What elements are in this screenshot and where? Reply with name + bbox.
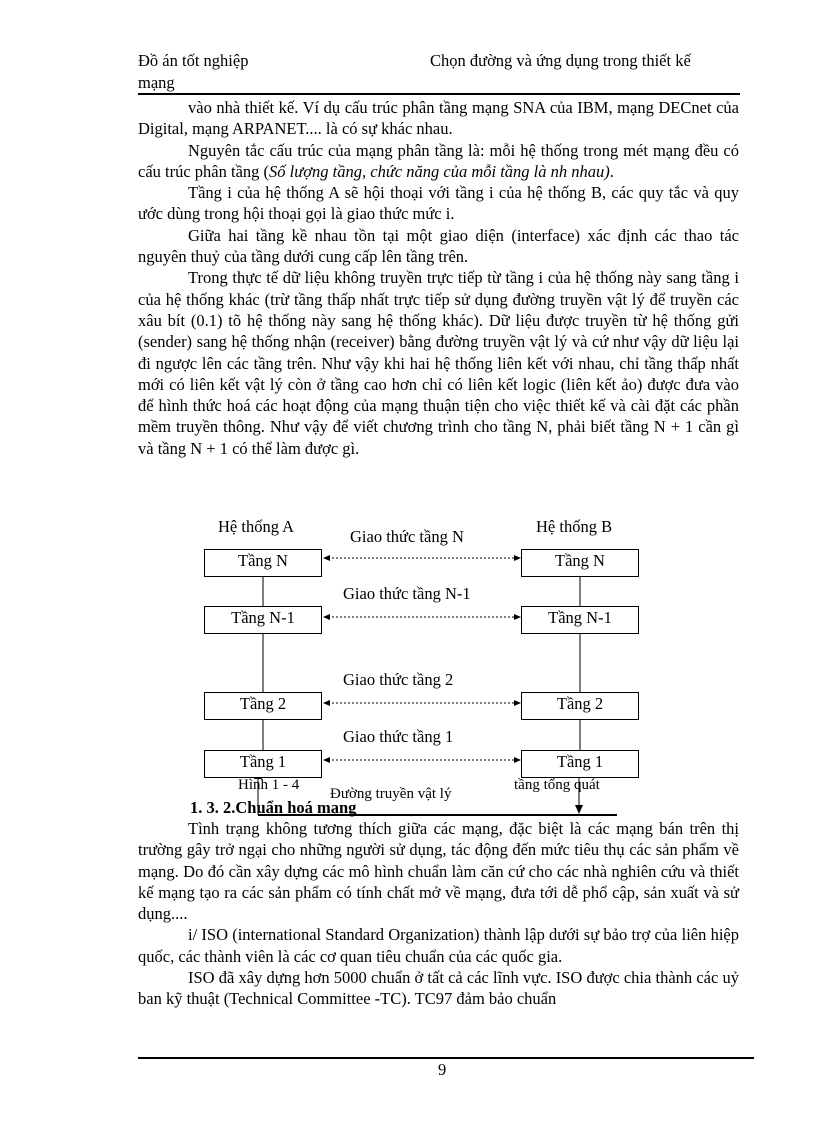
layer-box-b-1: Tầng 1: [521, 750, 639, 778]
footer-rule: [138, 1057, 754, 1059]
figure-caption-text: tầng tổng quát: [514, 777, 600, 793]
arrow-head: [323, 700, 330, 706]
layer-box-a-n: Tầng N: [204, 549, 322, 577]
body-section-2: [138, 818, 739, 1010]
protocol-label: Giao thức tầng 2: [343, 670, 454, 689]
paragraph: Giữa hai tầng kề nhau tồn tại một giao diện (interface) xác định các thao tác nguyên thuỷ của tầng dưới cung cấp lên tầng trên.: [138, 225, 739, 267]
header-left-title: Đồ án tốt nghiệp: [138, 51, 249, 70]
protocol-label: Giao thức tầng 1: [343, 727, 454, 746]
protocol-label: Giao thức tầng N: [350, 527, 464, 546]
layer-box-a-2: Tầng 2: [204, 692, 322, 720]
paragraph: vào nhà thiết kế. Ví dụ cấu trúc phân tầng mạng SNA của IBM, mạng DECnet của Digital, mạng ARPANET.... là có sự khác nhau.: [138, 98, 739, 139]
paragraph: Trong thực tế dữ liệu không truyền trực tiếp từ tầng i của hệ thống này sang tầng i của hệ thống khác (trừ tầng thấp nhất trực tiếp sử dụng đường truyền vật lý để truyền các xâu bít (0.1) tõ hệ thống này sang hệ thống khác). Dữ liệu được truyền từ hệ thống gửi (sender) sang hệ thống nhận (receiver) bằng đường truyền vật lý và cứ như vậy dữ liệu lại đi ngược lên các tầng trên. Như vậy khi hai hệ thống liên kết với nhau, chỉ tầng thấp nhất mới có liên kết vật lý còn ở tầng cao hơn chỉ có liên kết logic (liên kết ảo) được đưa vào để hình thức hoá các hoạt động của mạng thuận tiện cho việc thiết kế và cài đặt các phần mềm truyền thông. Như vậy để viết chương trình cho tầng N, phải biết tầng N + 1 cần gì và tầng N + 1 có thể làm được gì.: [138, 268, 739, 458]
paragraph: Tình trạng không tương thích giữa các mạng, đặc biệt là các mạng bán trên thị trường gây trở ngại cho những người sử dụng, tác động đến mức tiêu thụ các sản phẩm về mạng. Do đó cần xây dựng các mô hình chuẩn làm căn cứ cho các nhà nghiên cứu và thiết kế mạng tạo ra các sản phẩm có tính chất mở về mạng, đưa tới dễ phổ cập, sản xuất và sử dụng....: [138, 819, 739, 924]
arrow-head: [514, 614, 521, 620]
page-number: 9: [438, 1060, 447, 1079]
section-heading: 1. 3. 2.Chuẩn hoá mạng: [190, 798, 357, 817]
layer-box-b-n: Tầng N: [521, 549, 639, 577]
layer-box-b-2: Tầng 2: [521, 692, 639, 720]
arrow-head: [323, 614, 330, 620]
arrow-head: [323, 757, 330, 763]
figure-caption-number: Hình 1 - 4: [238, 777, 300, 793]
arrow-head: [323, 555, 330, 561]
header-right-title: Chọn đường và ứng dụng trong thiết kế: [430, 51, 691, 70]
layer-box-b-n-1: Tầng N-1: [521, 606, 639, 634]
paragraph: Tầng i của hệ thống A sẽ hội thoại với tầng i của hệ thống B, các quy tắc và quy ước dùng trong hội thoại gọi là giao thức mức i.: [138, 183, 739, 224]
protocol-label: Giao thức tầng N-1: [343, 584, 471, 603]
arrow-head: [514, 700, 521, 706]
paragraph: Nguyên tắc cấu trúc của mạng phân tầng là: mỗi hệ thống trong mét mạng đều có cấu trúc phân tầng (Số lượng tầng, chức năng của mỗi tầng là nh nhau).: [138, 140, 739, 181]
layer-box-a-n-1: Tầng N-1: [204, 606, 322, 634]
system-b-label: Hệ thống B: [536, 517, 613, 536]
system-a-label: Hệ thống A: [218, 517, 295, 536]
arrow-head: [514, 555, 521, 561]
physical-line-label: Đường truyền vật lý: [330, 786, 452, 802]
arrow-head: [575, 805, 583, 814]
paragraph: ISO đã xây dựng hơn 5000 chuẩn ở tất cả các lĩnh vực. ISO được chia thành các uỷ ban kỹ thuật (Technical Committee -TC). TC97 đảm bảo chuẩn: [138, 968, 739, 1009]
layer-box-a-1: Tầng 1: [204, 750, 322, 778]
header-left-subtitle: mạng: [138, 73, 175, 92]
paragraph: i/ ISO (international Standard Organization) thành lập dưới sự bảo trợ của liên hiệp quốc, các thành viên là các cơ quan tiêu chuẩn của các quốc gia.: [138, 925, 739, 966]
arrow-head: [514, 757, 521, 763]
